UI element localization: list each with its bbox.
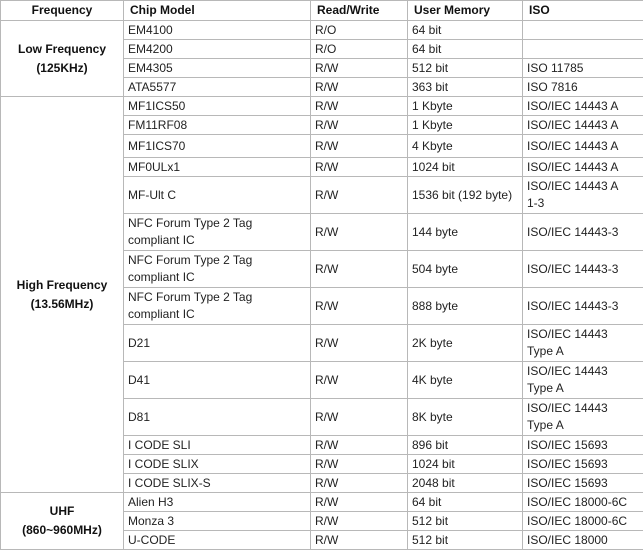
read-write-cell: R/W: [311, 455, 408, 474]
frequency-group-high: [1, 97, 124, 493]
iso-cell: [523, 21, 643, 40]
iso-cell: ISO/IEC 14443-3: [523, 288, 643, 325]
read-write-cell: R/W: [311, 135, 408, 158]
chip-model-cell: MF-Ult C: [124, 177, 311, 214]
iso-line: ISO/IEC 14443: [527, 327, 608, 341]
chip-model-cell: EM4200: [124, 40, 311, 59]
read-write-cell: R/O: [311, 21, 408, 40]
user-memory-cell: 888 byte: [408, 288, 523, 325]
read-write-cell: R/W: [311, 97, 408, 116]
chip-line: compliant IC: [128, 233, 195, 247]
iso-cell: [523, 177, 643, 214]
read-write-cell: R/W: [311, 214, 408, 251]
iso-cell: ISO/IEC 18000-6C: [523, 512, 643, 531]
iso-cell: ISO/IEC 18000-6C: [523, 493, 643, 512]
read-write-cell: R/W: [311, 512, 408, 531]
chip-line: NFC Forum Type 2 Tag: [128, 290, 253, 304]
frequency-group-low: [1, 21, 124, 97]
read-write-cell: R/W: [311, 474, 408, 493]
user-memory-cell: 512 bit: [408, 531, 523, 550]
iso-line: Type A: [527, 344, 564, 358]
chip-model-cell: I CODE SLI: [124, 436, 311, 455]
chip-model-cell: MF1ICS50: [124, 97, 311, 116]
read-write-cell: R/W: [311, 399, 408, 436]
chip-line: compliant IC: [128, 270, 195, 284]
read-write-cell: R/W: [311, 177, 408, 214]
user-memory-cell: 1024 bit: [408, 158, 523, 177]
iso-cell: ISO 11785: [523, 59, 643, 78]
iso-line: ISO/IEC 14443: [527, 401, 608, 415]
chip-model-cell: Monza 3: [124, 512, 311, 531]
user-memory-cell: 4K byte: [408, 362, 523, 399]
chip-line: NFC Forum Type 2 Tag: [128, 253, 253, 267]
read-write-cell: R/W: [311, 116, 408, 135]
frequency-name: UHF: [49, 504, 75, 518]
user-memory-cell: 4 Kbyte: [408, 135, 523, 158]
chip-model-cell: EM4305: [124, 59, 311, 78]
chip-model-cell: D81: [124, 399, 311, 436]
iso-cell: ISO/IEC 14443 A: [523, 97, 643, 116]
chip-model-cell: EM4100: [124, 21, 311, 40]
table-row: [1, 97, 643, 116]
chip-model-cell: [124, 251, 311, 288]
header-row: [1, 1, 643, 21]
user-memory-cell: 896 bit: [408, 436, 523, 455]
chip-model-cell: U-CODE: [124, 531, 311, 550]
iso-cell: [523, 362, 643, 399]
read-write-cell: R/W: [311, 436, 408, 455]
header-iso: ISO: [523, 1, 643, 21]
user-memory-cell: 1024 bit: [408, 455, 523, 474]
iso-cell: [523, 399, 643, 436]
read-write-cell: R/W: [311, 78, 408, 97]
table-row: [1, 21, 643, 40]
user-memory-cell: 64 bit: [408, 40, 523, 59]
chip-model-cell: MF1ICS70: [124, 135, 311, 158]
iso-cell: ISO 7816: [523, 78, 643, 97]
frequency-band: (860~960MHz): [22, 523, 102, 537]
read-write-cell: R/W: [311, 158, 408, 177]
header-user-memory: User Memory: [408, 1, 523, 21]
iso-cell: ISO/IEC 15693: [523, 436, 643, 455]
user-memory-cell: 64 bit: [408, 21, 523, 40]
iso-cell: ISO/IEC 15693: [523, 474, 643, 493]
chip-model-cell: FM11RF08: [124, 116, 311, 135]
chip-model-cell: [124, 214, 311, 251]
frequency-band: (13.56MHz): [30, 296, 94, 311]
header-read-write: Read/Write: [311, 1, 408, 21]
iso-cell: ISO/IEC 14443-3: [523, 251, 643, 288]
user-memory-cell: 144 byte: [408, 214, 523, 251]
frequency-name: High Frequency: [16, 277, 108, 292]
chip-model-cell: ATA5577: [124, 78, 311, 97]
read-write-cell: R/W: [311, 362, 408, 399]
chip-line: NFC Forum Type 2 Tag: [128, 216, 253, 230]
header-frequency: Frequency: [1, 1, 124, 21]
chip-line: compliant IC: [128, 307, 195, 321]
user-memory-cell: 1536 bit (192 byte): [408, 177, 523, 214]
chip-model-cell: I CODE SLIX-S: [124, 474, 311, 493]
chip-model-cell: [124, 288, 311, 325]
read-write-cell: R/W: [311, 59, 408, 78]
user-memory-cell: 504 byte: [408, 251, 523, 288]
user-memory-cell: 512 bit: [408, 59, 523, 78]
read-write-cell: R/O: [311, 40, 408, 59]
user-memory-cell: 2K byte: [408, 325, 523, 362]
table-row: [1, 493, 643, 512]
read-write-cell: R/W: [311, 493, 408, 512]
read-write-cell: R/W: [311, 325, 408, 362]
user-memory-cell: 2048 bit: [408, 474, 523, 493]
user-memory-cell: 64 bit: [408, 493, 523, 512]
user-memory-cell: 8K byte: [408, 399, 523, 436]
chip-model-cell: MF0ULx1: [124, 158, 311, 177]
iso-line: 1-3: [527, 196, 545, 210]
header-chip-model: Chip Model: [124, 1, 311, 21]
iso-cell: ISO/IEC 18000: [523, 531, 643, 550]
chip-model-cell: D41: [124, 362, 311, 399]
iso-cell: ISO/IEC 15693: [523, 455, 643, 474]
user-memory-cell: 512 bit: [408, 512, 523, 531]
iso-cell: ISO/IEC 14443 A: [523, 158, 643, 177]
chip-model-cell: Alien H3: [124, 493, 311, 512]
chip-model-cell: I CODE SLIX: [124, 455, 311, 474]
iso-cell: ISO/IEC 14443 A: [523, 135, 643, 158]
iso-cell: ISO/IEC 14443-3: [523, 214, 643, 251]
user-memory-cell: 1 Kbyte: [408, 97, 523, 116]
iso-cell: ISO/IEC 14443 A: [523, 116, 643, 135]
chip-model-cell: D21: [124, 325, 311, 362]
iso-line: ISO/IEC 14443 A: [527, 179, 619, 193]
iso-line: ISO/IEC 14443: [527, 364, 608, 378]
iso-line: Type A: [527, 418, 564, 432]
read-write-cell: R/W: [311, 251, 408, 288]
user-memory-cell: 1 Kbyte: [408, 116, 523, 135]
iso-line: Type A: [527, 381, 564, 395]
user-memory-cell: 363 bit: [408, 78, 523, 97]
iso-cell: [523, 325, 643, 362]
read-write-cell: R/W: [311, 288, 408, 325]
frequency-name: Low Frequency: [17, 41, 106, 56]
frequency-group-uhf: [1, 493, 124, 550]
read-write-cell: R/W: [311, 531, 408, 550]
iso-cell: [523, 40, 643, 59]
frequency-band: (125KHz): [36, 60, 88, 75]
